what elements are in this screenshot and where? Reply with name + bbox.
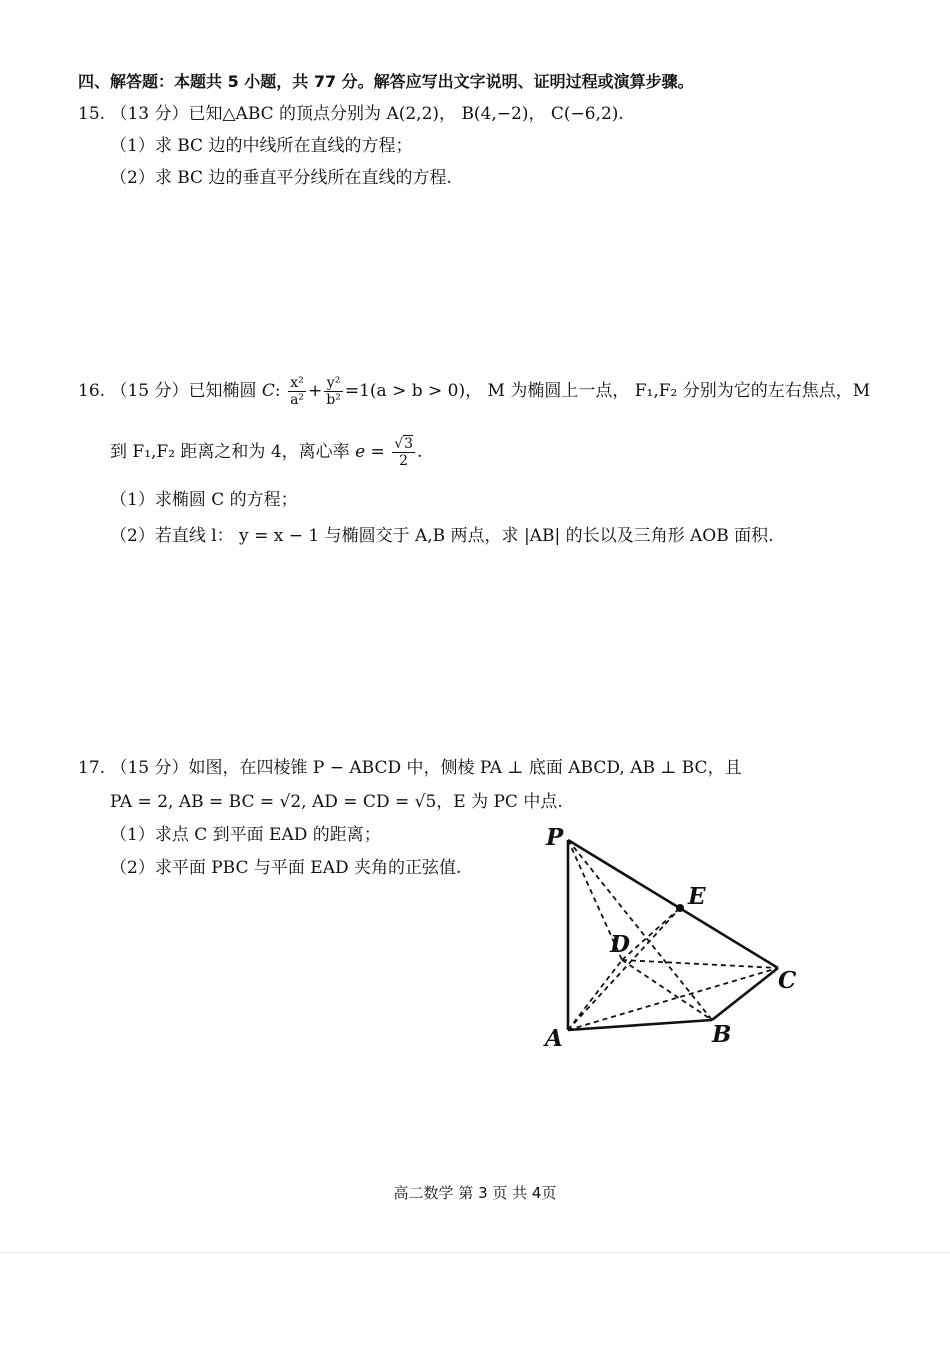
question-16-part-2: （2）若直线 l： y = x − 1 与椭圆交于 A,B 两点，求 |AB| 的长以及三角形 AOB 面积.	[110, 526, 774, 546]
page-bottom-edge	[0, 1252, 950, 1253]
label-C: C	[778, 967, 797, 994]
question-16-m-text: M 为椭圆上一点， F₁,F₂ 分别为它的左右焦点，M	[487, 381, 871, 401]
solid-edges	[568, 840, 778, 1030]
fraction-denominator: a²	[290, 392, 305, 408]
question-16-line-2: 到 F₁,F₂ 距离之和为 4，离心率 e = $\frac{√3}{2}$ .	[110, 436, 423, 469]
ellipse-name: C	[261, 381, 275, 401]
question-16-number: 16.	[78, 381, 106, 401]
question-17-text: （15 分）如图，在四棱锥 P − ABCD 中，侧棱 PA ⊥ 底面 ABCD, AB ⊥ BC，且	[110, 758, 742, 778]
fraction-denominator: b²	[326, 392, 341, 408]
ellipse-equation-tail: =1(a > b > 0)，	[344, 381, 483, 401]
edge-DB	[622, 960, 712, 1020]
page-footer: 高二数学 第 3 页 共 4页	[393, 1184, 557, 1202]
question-17	[78, 756, 742, 780]
fraction-numerator: √3	[394, 436, 414, 452]
edge-DC	[622, 960, 778, 968]
edge-BC	[712, 968, 778, 1020]
eccentricity-lhs: e =	[355, 442, 385, 462]
question-17-part-2: （2）求平面 PBC 与平面 EAD 夹角的正弦值.	[110, 858, 462, 878]
fraction-y2-b2	[324, 375, 343, 408]
label-E: E	[688, 883, 706, 910]
segment-AE	[568, 908, 680, 1030]
question-16-score: （15 分）已知椭圆	[110, 381, 257, 401]
question-17-part-1: （1）求点 C 到平面 EAD 的距离；	[110, 825, 381, 845]
fraction-denominator: 2	[399, 453, 409, 469]
question-17-line-2: PA = 2, AB = BC = √2, AD = CD = √5，E 为 PC 中点.	[110, 792, 563, 812]
question-15	[78, 102, 624, 126]
fraction-numerator: y²	[324, 375, 343, 392]
label-B: B	[712, 1021, 732, 1048]
edge-AB	[568, 1020, 712, 1030]
question-15-number: 15.	[78, 104, 106, 124]
label-P: P	[546, 824, 564, 851]
hidden-edges	[568, 840, 778, 1030]
section-title: 四、解答题：本题共 5 小题，共 77 分。解答应写出文字说明、证明过程或演算步骤。	[78, 72, 694, 91]
label-D: D	[610, 931, 630, 958]
question-17-number: 17.	[78, 758, 106, 778]
eccentricity-fraction	[392, 436, 415, 469]
edge-PC	[568, 840, 778, 968]
pyramid-figure	[540, 820, 810, 1055]
label-A: A	[545, 1025, 563, 1052]
midpoint-E-dot	[676, 904, 684, 912]
sqrt-radicand: 3	[404, 436, 414, 452]
segment-DE	[622, 908, 680, 960]
question-16: 16. （15 分）已知椭圆 C: $\frac{\text{x²}}{\text{a²}}$ + $\frac{\text{y²}}{\text{b²}}$ =1(a > b > 0)， M 为椭圆上一点， F₁,F₂ 分别为它的左右焦点，M	[78, 375, 871, 408]
edge-AD	[568, 960, 622, 1030]
fraction-x2-a2	[288, 375, 306, 408]
question-16-part-1: （1）求椭圆 C 的方程；	[110, 490, 298, 510]
edge-AC	[568, 968, 778, 1030]
fraction-numerator: x²	[288, 375, 306, 392]
question-16-line-2-text: 到 F₁,F₂ 距离之和为 4，离心率	[110, 442, 350, 462]
question-15-part-2: （2）求 BC 边的垂直平分线所在直线的方程.	[110, 168, 452, 188]
question-15-text: （13 分）已知△ABC 的顶点分别为 A(2,2)， B(4,−2)， C(−6,2).	[110, 104, 624, 124]
question-15-part-1: （1）求 BC 边的中线所在直线的方程；	[110, 136, 413, 156]
